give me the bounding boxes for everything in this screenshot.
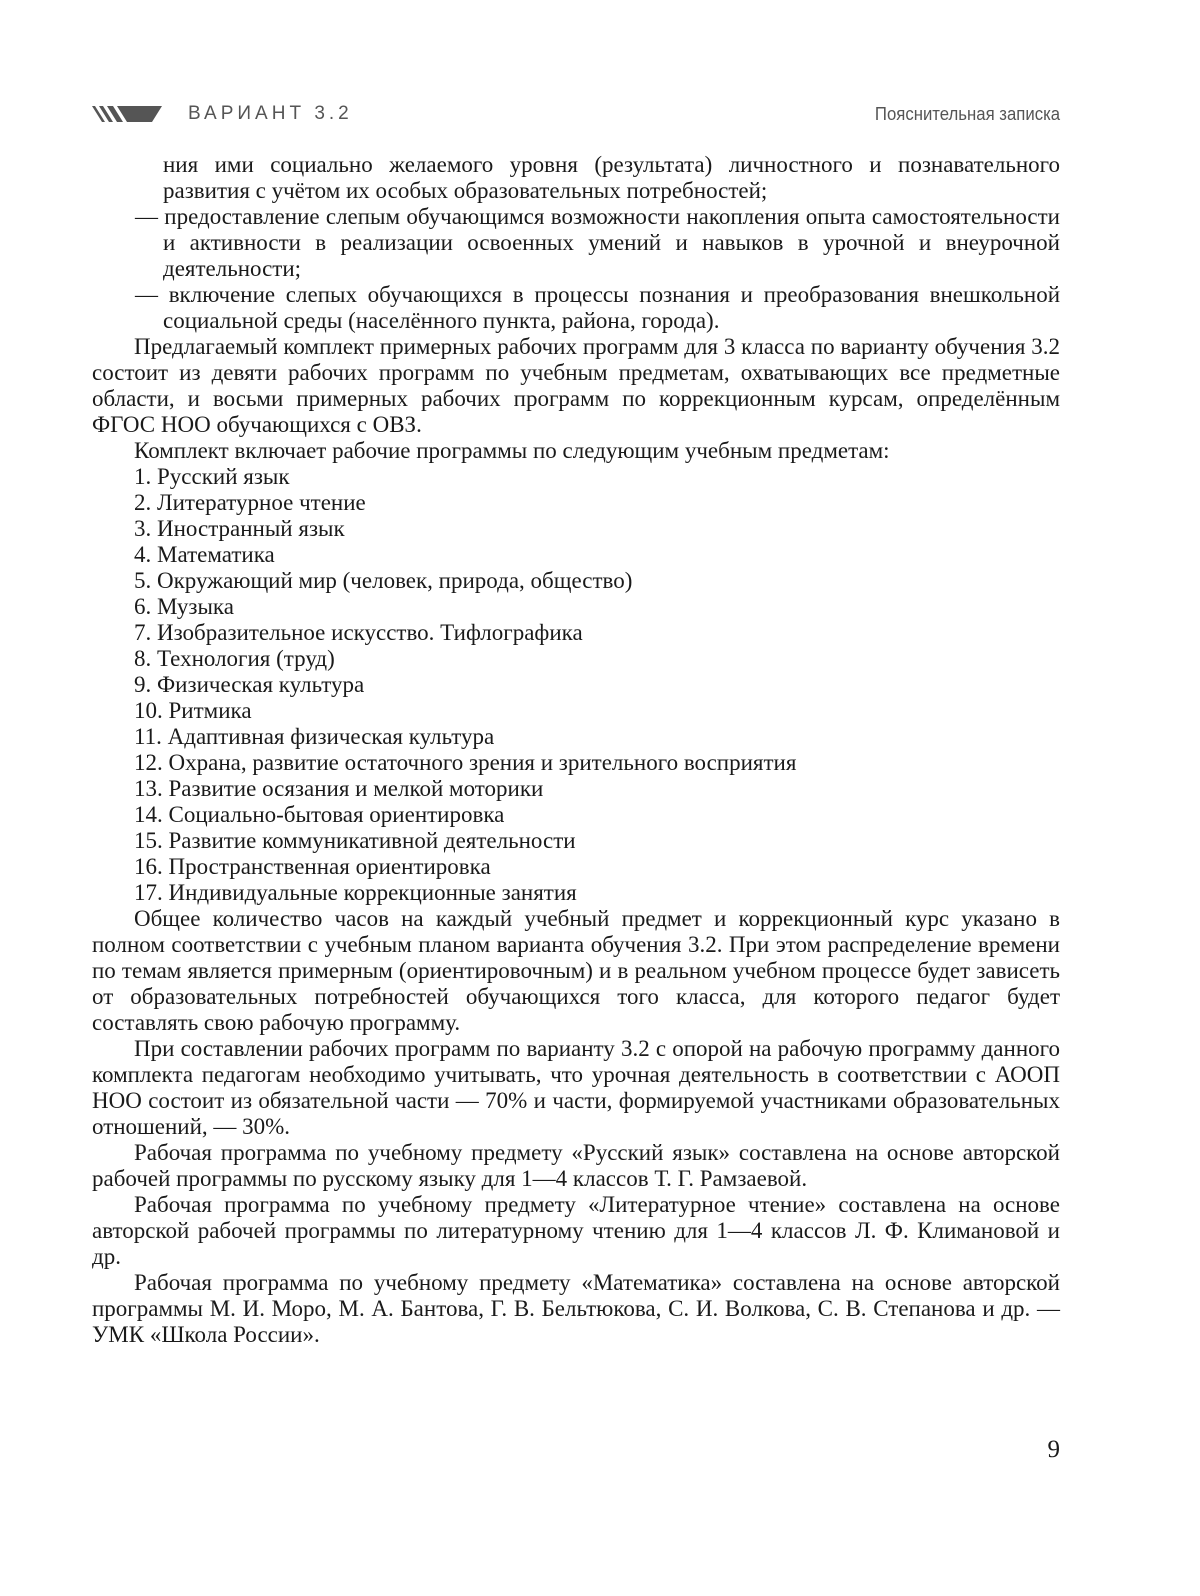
list-item: 4. Математика (134, 542, 275, 567)
list-item: 2. Литературное чтение (134, 490, 366, 515)
paragraph: Рабочая программа по учебному предмету «Русский язык» составлена на основе авторской рабочей программы по русскому языку для 1—4 классов Т. Г. Рамзаевой. (92, 1140, 1060, 1191)
paragraph: Общее количество часов на каждый учебный предмет и коррекционный курс указано в полном соответствии с учебным планом варианта обучения 3.2. При этом распределение времени по темам является примерным (ориентировочным) и в реальном учебном процессе будет зависеть от образовательных потребностей обучающихся того класса, для которого педагог будет составлять свою рабочую программу. (92, 906, 1060, 1035)
list-item: 1. Русский язык (134, 464, 290, 489)
list-item: 15. Развитие коммуникативной деятельности (134, 828, 576, 853)
list-item: 13. Развитие осязания и мелкой моторики (134, 776, 544, 801)
list-item: 11. Адаптивная физическая культура (134, 724, 495, 749)
list-item: 12. Охрана, развитие остаточного зрения и зрительного восприятия (134, 750, 797, 775)
list-item: 7. Изобразительное искусство. Тифлографика (134, 620, 583, 645)
list-item: 3. Иностранный язык (134, 516, 345, 541)
list-item: 8. Технология (труд) (134, 646, 335, 671)
bullet-item: — включение слепых обучающихся в процессы познания и преобразования внешкольной социальной среды (населённого пункта, района, города). (135, 282, 1060, 333)
list-item: 17. Индивидуальные коррекционные занятия (134, 880, 577, 905)
page-number: 9 (1047, 1436, 1060, 1463)
paragraph: При составлении рабочих программ по варианту 3.2 с опорой на рабочую программу данного комплекта педагогам необходимо учитывать, что урочная деятельность в соответствии с АООП НОО состоит из обязательной части — 70% и части, формируемой участниками образовательных отношений, — 30%. (92, 1036, 1060, 1139)
list-item: 14. Социально-бытовая ориентировка (134, 802, 505, 827)
page-header (92, 100, 1060, 130)
paragraph: Комплект включает рабочие программы по следующим учебным предметам: (134, 438, 890, 463)
paragraph-continuation: ния ими социально желаемого уровня (результата) личностного и познавательного развития с учётом их особых образовательных потребностей; (163, 152, 1060, 203)
page-body (92, 152, 1060, 1348)
list-item: 16. Пространственная ориентировка (134, 854, 491, 879)
header-variant: ВАРИАНТ 3.2 (188, 103, 353, 124)
header-section-title: Пояснительная записка (874, 104, 1060, 124)
list-item: 10. Ритмика (134, 698, 252, 723)
subject-list (92, 464, 1060, 906)
paragraph: Рабочая программа по учебному предмету «Литературное чтение» составлена на основе авторской рабочей программы по литературному чтению для 1—4 классов Л. Ф. Климановой и др. (92, 1192, 1060, 1269)
list-item: 9. Физическая культура (134, 672, 365, 697)
paragraph: Рабочая программа по учебному предмету «Математика» составлена на основе авторской программы М. И. Моро, М. А. Бантова, Г. В. Бельтюкова, С. И. Волкова, С. В. Степанова и др. — УМК «Школа России». (92, 1270, 1060, 1347)
paragraph: Предлагаемый комплект примерных рабочих программ для 3 класса по варианту обучения 3.2 состоит из девяти рабочих программ по учебным предметам, охватывающих все предметные области, и восьми примерных рабочих программ по коррекционным курсам, определённым ФГОС НОО обучающихся с ОВЗ. (92, 334, 1060, 437)
header-stripes-icon (92, 106, 162, 122)
bullet-item: — предоставление слепым обучающимся возможности накопления опыта самостоятельности и активности в реализации освоенных умений и навыков в урочной и внеурочной деятельности; (135, 204, 1060, 281)
list-item: 5. Окружающий мир (человек, природа, общество) (134, 568, 633, 593)
list-item: 6. Музыка (134, 594, 234, 619)
